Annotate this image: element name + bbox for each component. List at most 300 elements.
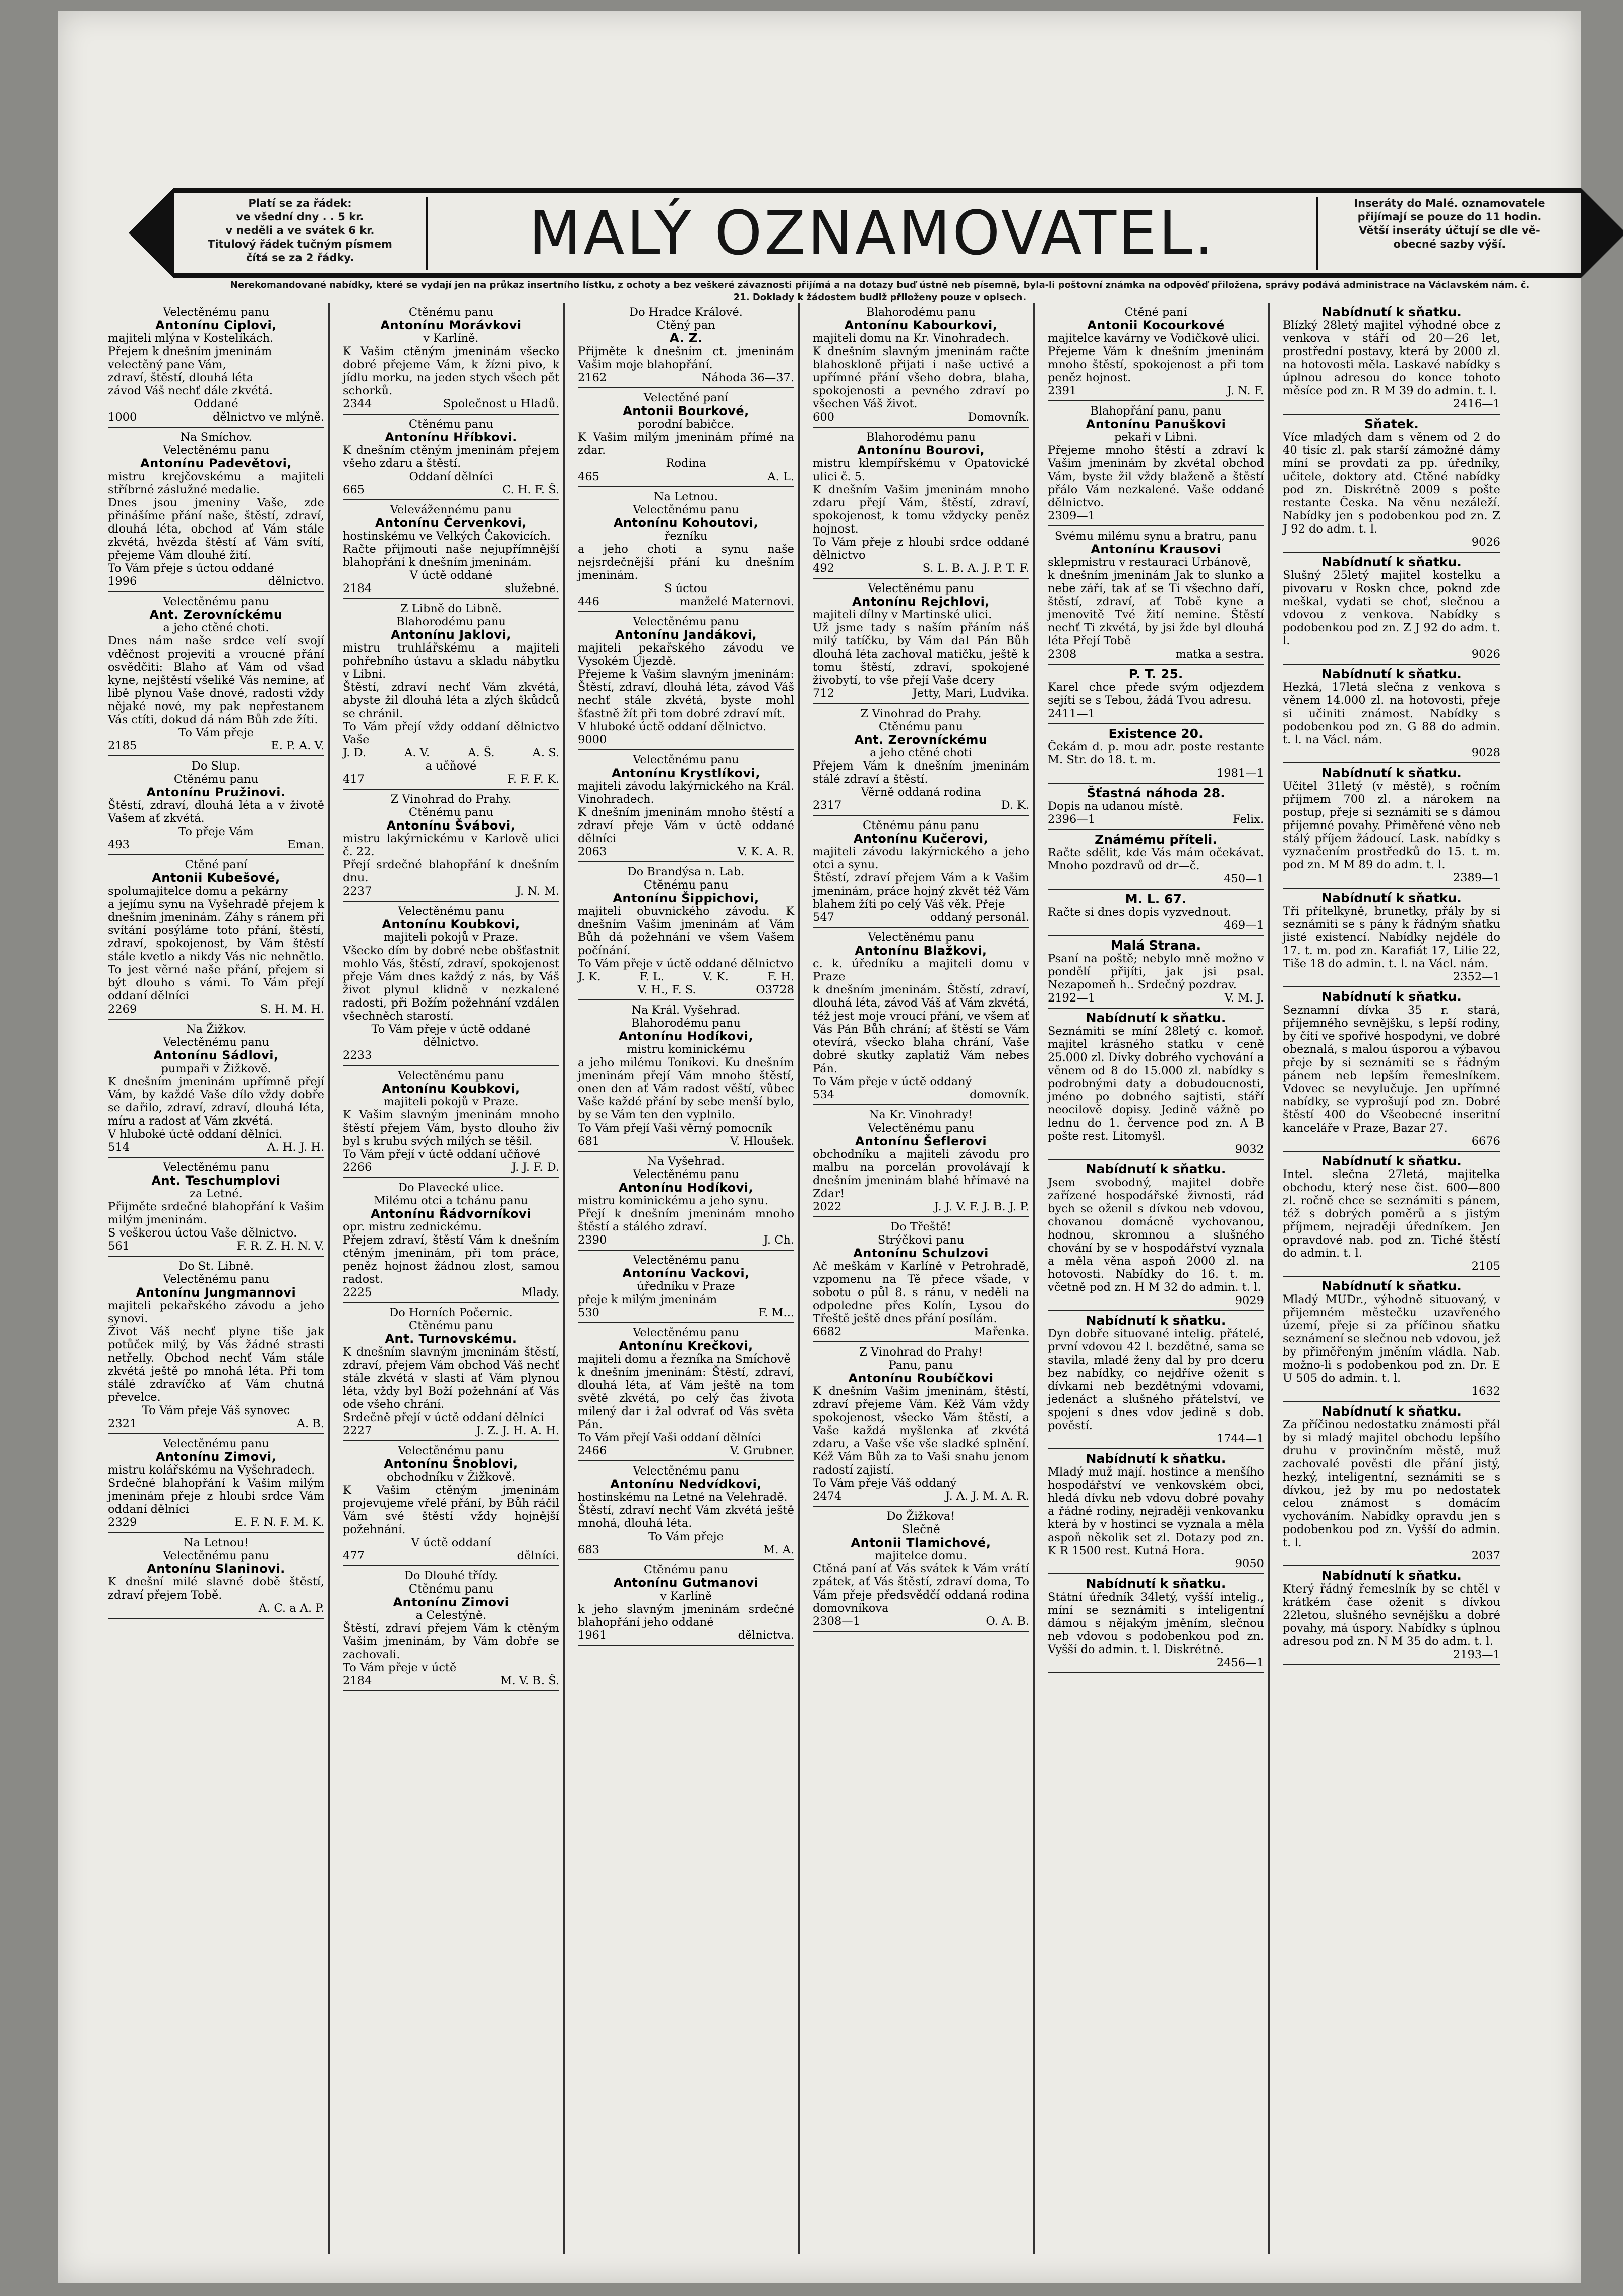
ad-salutation: Na Letnou.: [653, 490, 718, 503]
price-line: v neděli a ve svátek 6 kr.: [225, 224, 375, 237]
ad-signature-part: 2390: [578, 1233, 607, 1247]
ad-salutation: Velectěnému panu: [633, 1326, 739, 1339]
ad-salutation: Velectěnému panu: [163, 444, 269, 457]
ad-body-text: Všecko dím by dobré nebe obšťastnit mohlo Vás, štěstí, zdraví, spokojenost přeje Vám dnes každý z nás, by Váš život plynul klidně v nezkalené radosti, při Božím požehnání vzdálen všechněch starostí.: [343, 944, 559, 1023]
ad-salutation: za Letné.: [190, 1187, 243, 1200]
ad-signature-line: [1048, 509, 1264, 522]
ad-body-text: Dnes nám naše srdce velí svojí vděčnost projeviti a vroucné přání osvědčiti: Blaho ať Vám od všad kyne, nejštěstí všeliké Vás nemine, ať libě plynou Vaše dnové, radosti vždy nějaké nové, my pak nepřestanem Vás ctíti, dokud dá nám Bůh zde žíti.: [108, 634, 324, 726]
ad-body-text: k jeho slavným jmeninám srdečné blahopřání jeho oddané: [578, 1603, 794, 1629]
ad-recipient-name: Antonínu Slaninovi.: [147, 1562, 285, 1576]
ad-body-text: zdraví, štěstí, dlouhá léta: [108, 371, 254, 384]
ad-body-text: Dnes jsou jmeniny Vaše, zde přinášíme přání naše, štěstí, zdraví, dlouhá léta, obchod ať Vám stále zkvétá, hvězda štěstí ať Vám svítí, přejeme Vám dlouhé žití.: [108, 496, 324, 562]
ad-salutation: a učňové: [425, 759, 477, 773]
classified-ad: [578, 487, 794, 612]
ad-heading: Malá Strana.: [1110, 938, 1201, 953]
ad-signature-part: V. M. J.: [1224, 991, 1264, 1005]
ad-signature-line: [1048, 1432, 1264, 1445]
classified-ad: [813, 303, 1029, 428]
ad-body-text: Mladý MUDr., výhodně situovaný, v přijemném městečku uzavřeného území, přeje si za příčinou sňatku seznámení se slečnou neb vdovou, jež by přiměřeným jměním vládla. Nab. možno-li s podobenkou pod zn. Dr. E U 505 do admin. t. l.: [1283, 1293, 1500, 1385]
ad-body-text: To Vám přeje v úctě oddaný: [813, 1075, 972, 1088]
ad-recipient-name: Ant. Teschumplovi: [151, 1173, 281, 1188]
ad-salutation: Blahorodému panu: [866, 306, 976, 319]
ad-signature-part: J. D.: [343, 746, 366, 759]
ad-signature-part: domovník.: [969, 1088, 1029, 1101]
ad-body-text: V hluboké úctě oddaní dělníci.: [108, 1128, 283, 1141]
ad-signature-part: F. H.: [767, 970, 794, 983]
ad-heading: Známému příteli.: [1095, 832, 1217, 847]
ad-body-text: Štěstí, zdraví nechť Vám zkvétá ještě mnohá, dlouhá léta.: [578, 1504, 794, 1530]
ad-signature-line: [578, 371, 794, 384]
ad-heading: Nabídnutí k sňatku.: [1321, 891, 1462, 905]
ad-salutation: úředníku v Praze: [637, 1280, 735, 1293]
ad-body-text: spolumajitelce domu a pekárny: [108, 885, 288, 898]
ad-signature-part: 2192—1: [1048, 991, 1096, 1005]
ad-signature-part: J. Ch.: [763, 1233, 794, 1247]
ad-body-text: Přijměte srdečné blahopřání k Vašim milým jmeninám.: [108, 1200, 324, 1226]
ad-salutation: Ctěnému panu: [408, 1582, 494, 1596]
ad-recipient-name: Antonínu Zimovi,: [155, 1450, 277, 1464]
section-title: MALÝ OZNAMOVATEL.: [529, 198, 1216, 269]
classified-ad: [1048, 401, 1264, 526]
ad-salutation: Slečně: [901, 1523, 940, 1536]
ad-body-text: Račte přijmouti naše nejupřímnější blahopřání k dnešním jmeninám.: [343, 543, 559, 569]
ad-salutation: a jeho ctěné choti: [870, 746, 972, 759]
ad-signature-part: 683: [578, 1543, 599, 1556]
ad-signature-line: [813, 1615, 1029, 1628]
ad-signature-line: [1048, 872, 1264, 886]
ad-signature-part: 465: [578, 470, 599, 483]
ad-signature-part: 2329: [108, 1516, 137, 1529]
ad-body-text: Učitel 31letý (v městě), s ročním příjmem 700 zl. a nárokem na postup, přeje si seznámiti se s dámou příjemné povahy. Přiměřené věno neb stálý příjem žádoucí. Lask. nabídky s vyznačením prostředků do 15. t. m. pod zn. M M 89 do adm. t. l.: [1283, 780, 1500, 871]
ad-salutation: a Celestýně.: [415, 1609, 487, 1622]
ad-recipient-name: Ant. Turnovskému.: [385, 1332, 517, 1346]
ad-body-text: Přejí k dnešním jmeninám mnoho štěstí a stálého zdraví.: [578, 1207, 794, 1233]
ad-signature-part: 446: [578, 595, 599, 608]
ad-salutation: Z Vinohrad do Prahy!: [859, 1345, 983, 1359]
ad-recipient-name: Antonínu Jandákovi,: [615, 628, 757, 642]
ad-body-text: V hluboké úctě oddaní dělnictvo.: [578, 720, 767, 733]
ad-body-text: přeje k milým jmeninám: [578, 1293, 717, 1306]
ad-salutation: Velectěnému panu: [163, 595, 269, 608]
ad-salutation: majiteli pokojů v Praze.: [383, 1095, 519, 1108]
ad-heading: Šťastná náhoda 28.: [1087, 786, 1225, 800]
ad-signature-line: [343, 885, 559, 898]
ad-recipient-name: Antonii Tlamichové,: [851, 1536, 991, 1550]
ad-signature-part: 2411—1: [1048, 707, 1096, 720]
ad-heading: Nabídnutí k sňatku.: [1086, 1011, 1226, 1025]
ad-body-text: Státní úředník 34letý, vyšší intelig., míní se seznámiti s inteligentní dámou s nějakým jměním, slečnou neb vdovou s podobenkou pod zn. Vyšší do admin. t. l. Diskrétně.: [1048, 1591, 1264, 1656]
ad-body-text: Srdečné blahopřání k Vašim milým jmeninám přeje z hloubi srdce Vám oddaní dělníci: [108, 1477, 324, 1516]
ad-salutation: Strýčkovi panu: [877, 1233, 965, 1247]
ad-signature-part: 547: [813, 911, 834, 924]
ad-body-text: Přejem Vám k dnešním jmeninám stálé zdraví a štěstí.: [813, 759, 1029, 786]
classified-ad: [1283, 303, 1500, 415]
ad-signature-part: Mlady.: [521, 1286, 559, 1299]
ad-signature-line: [578, 1233, 794, 1247]
ad-body-text: Ctěná paní ať Vás svátek k Vám vrátí zpátek, ať Vás štěstí, zdraví doma, To Vám přeje předsvědčí oddaná rodina domovníkova: [813, 1562, 1029, 1615]
ad-signature-part: S. L. B. A. J. P. T. F.: [922, 562, 1029, 575]
ad-signature-line: [813, 799, 1029, 812]
ad-signature-line: [343, 1286, 559, 1299]
ad-salutation: Blahorodému panu: [631, 1017, 741, 1030]
ad-signature-line: [343, 1049, 559, 1062]
classified-ad: [108, 592, 324, 756]
ad-signature-part: 514: [108, 1141, 130, 1154]
ad-signature-line: [1048, 767, 1264, 780]
classified-ad: [108, 855, 324, 1020]
ad-signature-line: [1283, 970, 1500, 983]
ad-signature-part: 2309—1: [1048, 509, 1096, 522]
ad-body-text: Přejeme k Vašim slavným jmeninám: Štěstí, zdraví, dlouhá léta, závod Váš nechť stále zkvétá, byste mohl šťastně žít při tom dobré zdraví mít.: [578, 668, 794, 720]
ad-recipient-name: Antonínu Hodíkovi,: [618, 1029, 754, 1043]
ad-heading: Nabídnutí k sňatku.: [1321, 1404, 1462, 1419]
ad-body-text: obchodníku a majiteli závodu pro malbu na porcelán provolávají k dnešním jmeninám blahé hřímavé na Zdar!: [813, 1148, 1029, 1200]
ad-signature-part: 2162: [578, 371, 607, 384]
ad-salutation: Ctěnému panu: [643, 1563, 729, 1576]
ad-signature-part: 665: [343, 483, 365, 496]
ad-heading: Nabídnutí k sňatku.: [1321, 1568, 1462, 1583]
ad-salutation: Svému milému synu a bratru, panu: [1054, 529, 1257, 543]
ad-body-text: závod Váš nechť dále zkvétá.: [108, 384, 273, 397]
ad-recipient-name: Antonínu Šippichovi,: [613, 891, 759, 905]
ad-signature-line: [578, 1135, 794, 1148]
ad-signature-line: [813, 1490, 1029, 1503]
ad-recipient-name: Antonínu Blažkovi,: [855, 944, 987, 958]
ad-salutation: Velectěnému panu: [163, 1036, 269, 1049]
price-box: [174, 197, 428, 270]
ad-recipient-name: Antonínu Jungmannovi: [136, 1285, 296, 1300]
ad-signature-line: [343, 1424, 559, 1437]
ad-signature-part: O. A. B.: [986, 1615, 1029, 1628]
ad-salutation: To Vám přeje Váš synovec: [142, 1404, 290, 1417]
classified-ad: [1283, 1152, 1500, 1277]
ad-salutation: Oddané: [194, 397, 238, 410]
ad-signature-part: M. A.: [763, 1543, 794, 1556]
ad-body-text: Karel chce přede svým odjezdem sejíti se s Tebou, žádá Tvou adresu.: [1048, 681, 1264, 707]
ad-signature-part: E. F. N. F. M. K.: [234, 1516, 324, 1529]
price-line: ve všední dny . . 5 kr.: [236, 211, 364, 223]
ad-signature-part: 600: [813, 410, 834, 424]
ad-salutation: Panu, panu: [888, 1359, 953, 1372]
ad-salutation: S úctou: [664, 582, 708, 595]
ad-signature-part: matka a sestra.: [1175, 647, 1264, 661]
ad-body-text: mistru truhlářskému a majiteli pohřebního ústavu a skladu nábytku v Libni.: [343, 641, 559, 681]
ad-signature-line: [1283, 1135, 1500, 1148]
ad-salutation: Do St. Libně.: [178, 1260, 254, 1273]
ad-signature-part: 2308—1: [813, 1615, 861, 1628]
ad-heading: Nabídnutí k sňatku.: [1086, 1162, 1226, 1176]
ad-signature-part: Jetty, Mari, Ludvika.: [912, 687, 1029, 700]
ad-recipient-name: Antonínu Sádlovi,: [153, 1048, 279, 1063]
ad-body-text: Štěstí, zdraví přejem Vám a k Vašim jmeninám, práce hojný zkvět též Vám blahem žíti po celý Váš věk. Přeje: [813, 871, 1029, 911]
ad-signature-line: [1048, 1143, 1264, 1156]
classified-columns: [106, 303, 1518, 2254]
ad-body-text: To Vám přeje Váš oddaný: [813, 1477, 957, 1490]
ad-body-text: Srdečně přejí v úctě oddaní dělníci: [343, 1411, 544, 1424]
classified-ad: [1048, 784, 1264, 830]
ad-recipient-name: Antonínu Roubíčkovi: [848, 1371, 994, 1385]
classified-ad: [343, 303, 559, 415]
ad-body-text: a jeho choti a synu naše nejsrdečnější přání ku dnešním jmeninám.: [578, 543, 794, 582]
classified-ad: [813, 1105, 1029, 1217]
classified-ad: [578, 750, 794, 862]
ad-recipient-name: Antonínu Padevětovi,: [140, 456, 292, 470]
ad-heading: Nabídnutí k sňatku.: [1321, 1154, 1462, 1168]
ad-body-text: Štěstí, zdraví nechť Vám zkvétá, abyste žil dlouhá léta a zlých škůdců se chránil.: [343, 681, 559, 720]
classified-ad: [1283, 889, 1500, 987]
ad-signature-part: E. P. A. V.: [271, 739, 324, 752]
classified-ad: [1048, 303, 1264, 401]
ad-signature-part: 9029: [1235, 1294, 1264, 1307]
ad-heading: Nabídnutí k sňatku.: [1086, 1451, 1226, 1466]
ad-salutation: Velectěné paní: [643, 391, 729, 404]
info-line: Inseráty do Malé. oznamovatele: [1354, 197, 1545, 209]
ad-salutation: Velectěnému panu: [398, 1069, 504, 1082]
price-line: Platí se za řádek:: [248, 197, 352, 209]
ad-salutation: Rodina: [666, 457, 706, 470]
classified-ad: [343, 790, 559, 902]
classified-ad: [343, 1066, 559, 1178]
ad-signature-line: [813, 1200, 1029, 1213]
ad-recipient-name: Antonii Bourkové,: [623, 404, 749, 418]
ad-salutation: V úctě oddané: [409, 569, 493, 582]
ad-signature-part: 2391: [1048, 384, 1077, 397]
classified-ad: [578, 1461, 794, 1560]
classified-ad: [1283, 1402, 1500, 1566]
ad-signature-line: [578, 845, 794, 858]
ad-signature-line: [1283, 1549, 1500, 1562]
ad-signature-part: Náhoda 36—37.: [701, 371, 794, 384]
ad-heading: Nabídnutí k sňatku.: [1321, 555, 1462, 569]
ad-salutation: Do Slup.: [191, 759, 241, 773]
ad-signature-part: 1632: [1471, 1385, 1500, 1398]
ad-body-text: majiteli závodu lakýrnického a jeho otci a synu.: [813, 845, 1029, 871]
classified-ad: [1283, 665, 1500, 763]
ad-signature-part: 2022: [813, 1200, 842, 1213]
ad-signature-line: [1048, 991, 1264, 1005]
classified-ad: [108, 1020, 324, 1158]
ad-recipient-name: Antonínu Červenkovi,: [375, 516, 527, 530]
ad-body-text: Přejí srdečné blahopřání k dnešním dnu.: [343, 858, 559, 885]
ad-body-text: sklepmistru v restauraci Urbánově,: [1048, 556, 1251, 569]
ad-salutation: Ctěnému panu: [408, 306, 494, 319]
ad-signature-part: 1981—1: [1216, 767, 1264, 780]
ad-recipient-name: Antonínu Morávkovi: [380, 318, 522, 332]
classified-ad: [343, 1566, 559, 1691]
ad-salutation: Do Žižkova!: [886, 1510, 955, 1523]
ad-body-text: K Vašim ctěným jmeninám všecko dobré přejeme Vám, k žízni pivo, k jídlu morku, na jeden stych všech pět schorků.: [343, 345, 559, 397]
ad-recipient-name: Antonínu Rejchlovi,: [852, 595, 990, 609]
ad-body-text: Seznámiti se míní 28letý c. komoř. majitel krásného statku v ceně 25.000 zl. Dívky dobrého vychování a věnem od 8 do 15.000 zl. nabídky s podrobnými daty a dobudoucnosti, jméno po dobného sajtisti, stáří neocilově dopisy. Jedině vážně po lednu do 1. července pod zn. A B pošte rest. Litomyšl.: [1048, 1025, 1264, 1143]
ad-heading: P. T. 25.: [1128, 667, 1183, 681]
ad-recipient-name: Antonínu Bourovi,: [857, 443, 985, 457]
classified-ad: [813, 928, 1029, 1105]
classified-ad: [1048, 1160, 1264, 1311]
ad-salutation: Oddaní dělníci: [409, 470, 493, 483]
classified-ad: [1283, 987, 1500, 1152]
classified-ad: [108, 1158, 324, 1257]
ad-body-text: To Vám přejí Vaši oddaní dělníci: [578, 1431, 762, 1444]
ad-salutation: pekaři v Libni.: [1114, 431, 1198, 444]
ad-signature-part: 681: [578, 1135, 599, 1148]
ad-body-text: To Vám přejí vždy oddaní dělnictvo Vaše: [343, 720, 559, 746]
ad-heading: Existence 20.: [1108, 726, 1204, 741]
ad-signature-line: [1048, 647, 1264, 661]
ad-signature-line: [108, 739, 324, 752]
ad-body-text: Račte si dnes dopis vyzvednout.: [1048, 906, 1232, 919]
ad-signature-line: [813, 911, 1029, 924]
show-through-text: [814, 117, 1470, 178]
price-line: čítá se za 2 řádky.: [246, 252, 354, 264]
ad-salutation: majiteli pokojů v Praze.: [383, 931, 519, 944]
ad-body-text: majiteli závodu lakýrnického na Král. Vinohradech.: [578, 780, 794, 806]
classified-ad: [578, 1251, 794, 1323]
ad-body-text: K dnešním Vašim jmeninám, štěstí, zdraví přejeme Vám. Kéž Vám vždy spokojenost, všecko Vám štěstí, a Vaše každá myšlenka ať zkvétá zdaru, a Vaše vše vše sladké splnění. Kéž Vám Bůh za to Vaši snahu jenom radostí zajistí.: [813, 1385, 1029, 1477]
ad-body-text: mistru klempířskému v Opatovické ulici č. 5.: [813, 457, 1029, 483]
ad-signature-part: 450—1: [1224, 872, 1264, 886]
ad-signature-part: V. Grubner.: [730, 1444, 794, 1457]
ad-signature-part: 2389—1: [1453, 871, 1500, 885]
ad-signature-part: 477: [343, 1549, 365, 1562]
ad-signature-part: V. H., F. S.: [637, 983, 696, 996]
ad-heading: Sňatek.: [1364, 417, 1419, 431]
classified-ad: [1283, 1566, 1500, 1665]
ad-signature-part: A. B.: [296, 1417, 324, 1430]
ad-body-text: opr. mistru zednickému.: [343, 1220, 482, 1233]
ad-signature-part: 2456—1: [1216, 1656, 1264, 1669]
classified-ad: [578, 862, 794, 1000]
ad-signature-line: [1048, 707, 1264, 720]
ad-signature-line: [108, 575, 324, 588]
ad-heading: Nabídnutí k sňatku.: [1086, 1313, 1226, 1328]
ad-body-text: mistru lakýrnickému v Karlově ulici č. 22.: [343, 832, 559, 858]
ad-signature-line: [1283, 397, 1500, 410]
ad-recipient-name: Ant. Zerovníckému: [854, 733, 988, 747]
ad-signature-part: 9000: [578, 733, 607, 746]
ad-signature-part: A. L.: [767, 470, 794, 483]
ad-signature-part: 712: [813, 687, 834, 700]
classified-ad: [1283, 1277, 1500, 1402]
ad-body-text: Račte sdělit, kde Vás mám očekávat. Mnoho pozdravů od dr—č.: [1048, 846, 1264, 872]
ad-body-text: Seznamní dívka 35 r. stará, příjemného sevnějšku, s lepší rodiny, by čítí ve spořivé hospodyni, ve dobré obeznalá, s malou úsporou a výbavou přeje by si seznámiti se s řádným pánem neb lepším řemeslníkem. Vdovec se nevylučuje. Jen upřímné nabídky, se vyprošují pod zn. Dobré štěstí 400 do Všeobecné inseritní kanceláře v Praze, Bazar 27.: [1283, 1004, 1500, 1135]
ad-signature-part: Mařenka.: [974, 1325, 1029, 1338]
ad-recipient-name: Antonínu Kučerovi,: [853, 832, 989, 846]
ad-signature-line: [1048, 1656, 1264, 1669]
classified-ad: [1283, 763, 1500, 889]
ad-salutation: Na Král. Vyšehrad.: [631, 1004, 741, 1017]
ad-signature-part: 9050: [1235, 1557, 1264, 1570]
ad-salutation: Velectěnému panu: [633, 503, 739, 516]
ad-signature-line: [343, 1161, 559, 1174]
ad-body-text: Přejeme mnoho štěstí a zdraví k Vašim jmeninám by zkvétal obchod Vám, byste žil vždy blaženě a štěstí přálo Vám nezkalené. Vaše oddané dělnictvo.: [1048, 444, 1264, 509]
ad-salutation: Na Kr. Vinohrady!: [869, 1108, 973, 1122]
ad-recipient-name: Antonínu Šnoblovi,: [384, 1457, 518, 1471]
ad-signature-part: S. H. M. H.: [260, 1003, 324, 1016]
ad-salutation: Blahorodému panu: [396, 615, 506, 628]
ad-signature-line: [1048, 813, 1264, 826]
ad-signature-part: 534: [813, 1088, 834, 1101]
ad-signature-part: 492: [813, 562, 834, 575]
ad-body-text: majiteli domu a řezníka na Smíchově: [578, 1352, 791, 1366]
classified-ad: [108, 303, 324, 428]
ad-salutation: To Vám přeje: [648, 1530, 724, 1543]
price-line: Titulový řádek tučným písmem: [208, 238, 392, 250]
ad-signature-line: [1048, 919, 1264, 932]
ad-salutation: Velectěnému panu: [163, 1437, 269, 1450]
ad-signature-line: [578, 970, 794, 983]
ad-signature-part: 2227: [343, 1424, 372, 1437]
ad-signature-part: J. N. F.: [1227, 384, 1264, 397]
ad-signature-part: 493: [108, 838, 130, 851]
classified-ad: [343, 1303, 559, 1441]
ad-salutation: Ctěnému panu: [643, 878, 729, 892]
ad-body-text: K dnešním jmeninám upřímně přejí Vám, by každé Vaše dílo vždy dobře se dařilo, zdraví, zdraví, dlouhá léta, míru a radost ať Vám zkvétá.: [108, 1075, 324, 1128]
ad-signature-part: F. R. Z. H. N. V.: [236, 1240, 324, 1253]
ad-body-text: K dnešní milé slavné době štěstí, zdraví přejem Tobě.: [108, 1575, 324, 1602]
ad-body-text: To Vám přeje v úctě oddané dělnictvo: [578, 957, 794, 970]
ad-body-text: K dnešním slavným jmeninám štěstí, zdraví, přejem Vám obchod Váš nechť stále zkvétá v slasti ať Vám plynou léta, vždy byl Boží požehnání ať Vás ode všeho chrání.: [343, 1345, 559, 1411]
ad-heading: Nabídnutí k sňatku.: [1321, 766, 1462, 780]
ad-recipient-name: Antonii Kocourkové: [1087, 318, 1225, 332]
ad-signature-part: 9026: [1471, 647, 1500, 661]
classified-ad: [1283, 553, 1500, 665]
ad-signature-part: A. C. a A. P.: [258, 1602, 324, 1615]
ad-signature-line: [578, 470, 794, 483]
classified-ad: [343, 1178, 559, 1303]
classified-ad: [813, 579, 1029, 704]
ad-body-text: To Vám přejí Vaši věrný pomocník: [578, 1122, 772, 1135]
ad-signature-part: služebné.: [505, 582, 559, 595]
column-4: [811, 303, 1035, 2254]
ad-signature-part: V. Hloušek.: [730, 1135, 794, 1148]
ad-salutation: Velectěnému panu: [633, 1168, 739, 1181]
ad-signature-part: 530: [578, 1306, 599, 1319]
ad-heading: Nabídnutí k sňatku.: [1321, 1279, 1462, 1293]
ad-signature-part: J. J. V. F. J. B. J. P.: [934, 1200, 1029, 1213]
ad-signature-line: [1283, 746, 1500, 759]
ad-recipient-name: Antonínu Hodíkovi,: [618, 1181, 754, 1195]
ad-signature-part: 1961: [578, 1629, 607, 1642]
ad-body-text: Ač meškám v Karlíně v Petrohradě, vzpomenu na Tě přece všade, v sobotu o půl 8. s ránu, v neděli na odpoledne přes Kolín, Lysou do Třeště ještě dnes přání posílám.: [813, 1260, 1029, 1325]
ad-signature-line: [108, 1141, 324, 1154]
ad-signature-line: [108, 410, 324, 424]
ad-salutation: Velectěnému panu: [163, 306, 269, 319]
ad-signature-part: V. K. A. R.: [737, 845, 794, 858]
ad-salutation: Velectěnému panu: [633, 1464, 739, 1478]
ad-salutation: Velectěnému panu: [633, 615, 739, 628]
classified-ad: [343, 902, 559, 1066]
ad-salutation: Velectěnému panu: [163, 1161, 269, 1174]
ad-signature-part: A. S.: [532, 746, 559, 759]
ad-salutation: Na Letnou!: [183, 1536, 249, 1549]
ad-recipient-name: Antonínu Jaklovi,: [391, 628, 511, 642]
ad-salutation: porodní babičce.: [638, 418, 734, 431]
classified-ad: [578, 388, 794, 487]
ad-signature-part: 561: [108, 1240, 130, 1253]
ad-body-text: majiteli obuvnického závodu. K dnešním Vašim jmeninám ať Vám Bůh dá požehnání ve všem Vašem počínání.: [578, 905, 794, 957]
ad-body-text: Slušný 25letý majitel kostelku a pivovaru v Roskn chce, poknd zde meškal, vydati se choť, slečnou a vdovou z venkova. Nabídky s podobenkou pod zn. Z J 92 do adm. t. l.: [1283, 569, 1500, 647]
ad-body-text: Přejeme Vám k dnešním jmeninám mnoho štěstí, spokojenost a při tom peněz hojnost.: [1048, 345, 1264, 384]
ad-signature-line: [343, 746, 559, 759]
ad-salutation: Ctěnému panu: [408, 806, 494, 819]
ad-salutation: Z Vinohrad do Prahy.: [390, 793, 512, 806]
column-3: [576, 303, 800, 2254]
ad-signature-line: [578, 1543, 794, 1556]
ad-signature-line: [108, 1602, 324, 1615]
ad-salutation: Velectěnému panu: [633, 1254, 739, 1267]
masthead: [174, 188, 1581, 278]
ad-signature-part: manželé Maternovi.: [680, 595, 794, 608]
